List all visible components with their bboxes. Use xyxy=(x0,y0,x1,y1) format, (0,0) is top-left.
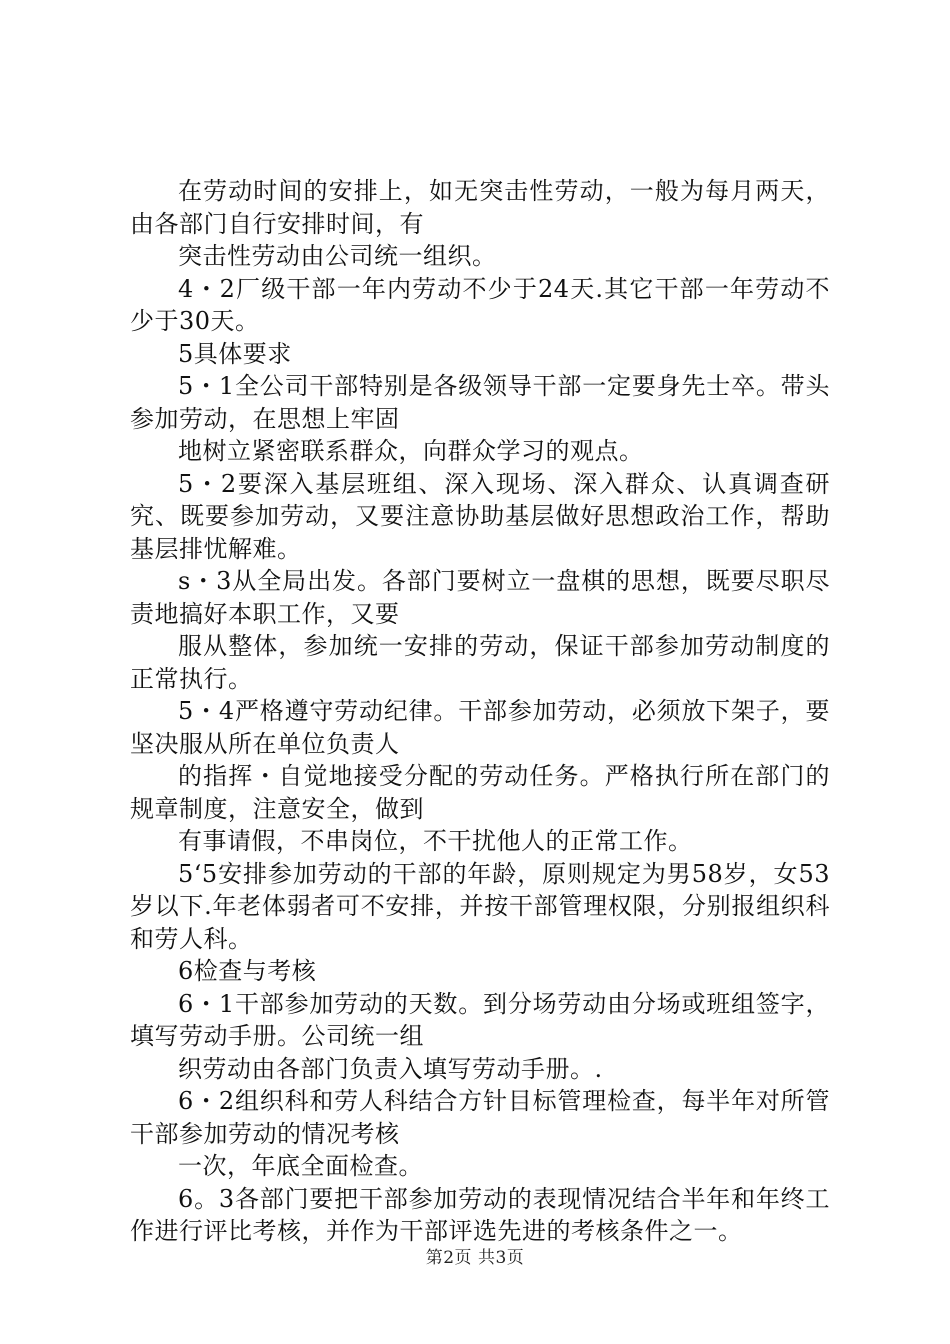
paragraph: s・3从全局出发。各部门要树立一盘棋的思想，既要尽职尽责地搞好本职工作，又要 xyxy=(130,567,830,628)
paragraph: 6。3各部门要把干部参加劳动的表现情况结合半年和年终工作进行评比考核，并作为干部评选先进的考核条件之一。 xyxy=(130,1184,830,1245)
paragraph: 突击性劳动由公司统一组织。 xyxy=(178,242,497,270)
paragraph: 5‘5安排参加劳动的干部的年龄，原则规定为男58岁，女53岁以下.年老体弱者可不安排，并按干部管理权限，分别报组织科和劳人科。 xyxy=(130,859,830,953)
paragraph: 一次，年底全面检查。 xyxy=(178,1152,423,1180)
paragraph: 5・1全公司干部特别是各级领导干部一定要身先士卒。带头参加劳动，在思想上牢固 xyxy=(130,372,830,433)
paragraph: 织劳动由各部门负责入填写劳动手册。. xyxy=(178,1054,603,1083)
paragraph: 6・1干部参加劳动的天数。到分场劳动由分场或班组签字，填写劳动手册。公司统一组 xyxy=(130,989,830,1050)
page-number: 第2页 共3页 xyxy=(425,1248,525,1268)
paragraph: 地树立紧密联系群众，向群众学习的观点。 xyxy=(178,437,644,465)
paragraph: 4・2厂级干部一年内劳动不少于24天.其它干部一年劳动不少于30天。 xyxy=(130,274,830,335)
paragraph: 有事请假，不串岗位，不干扰他人的正常工作。 xyxy=(178,827,693,855)
paragraph: 6・2组织科和劳人科结合方针目标管理检查，每半年对所管干部参加劳动的情况考核 xyxy=(130,1087,830,1148)
paragraph: 5・2要深入基层班组、深入现场、深入群众、认真调查研究、既要参加劳动，又要注意协助基层做好思想政治工作，帮助基层排忧解难。 xyxy=(130,469,830,563)
paragraph: 在劳动时间的安排上，如无突击性劳动，一般为每月两天，由各部门自行安排时间，有 xyxy=(130,177,830,238)
section-heading: 6检查与考核 xyxy=(178,957,317,985)
document-body xyxy=(130,175,830,1248)
page-footer xyxy=(0,1243,950,1268)
paragraph: 的指挥・自觉地接受分配的劳动任务。严格执行所在部门的规章制度，注意安全，做到 xyxy=(130,762,830,823)
paragraph: 服从整体，参加统一安排的劳动，保证干部参加劳动制度的正常执行。 xyxy=(130,632,830,693)
section-heading: 5具体要求 xyxy=(178,339,292,368)
paragraph: 5・4严格遵守劳动纪律。干部参加劳动，必须放下架子，要坚决服从所在单位负责人 xyxy=(130,697,830,758)
